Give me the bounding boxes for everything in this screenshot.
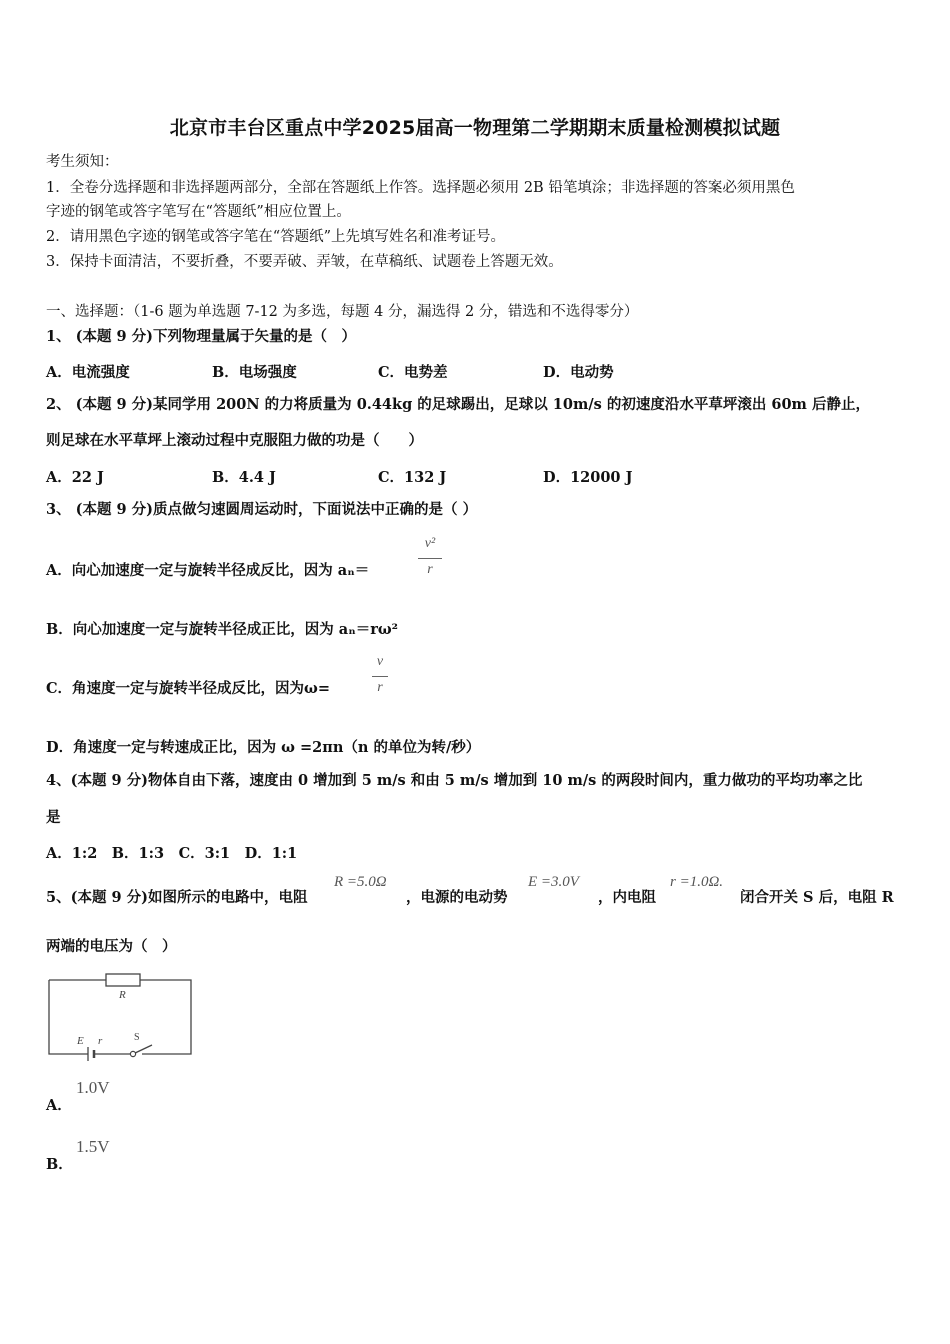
q1-option-b: B．电场强度 bbox=[212, 364, 297, 381]
circuit-wire-right bbox=[140, 980, 191, 1054]
circuit-label-e: E bbox=[77, 1035, 84, 1047]
q2-option-a: A．22 J bbox=[46, 469, 104, 486]
resistor-symbol bbox=[106, 974, 140, 986]
q5-option-a-label: A． bbox=[46, 1097, 72, 1114]
fraction-bar bbox=[372, 676, 388, 677]
q5-stem-b: ，电源的电动势 bbox=[406, 889, 508, 906]
q4-options: A．1:2 B．1:3 C．3:1 D．1:1 bbox=[46, 845, 298, 862]
q3-option-c: C．角速度一定与旋转半径成反比，因为ω= bbox=[46, 680, 330, 697]
q5-stem-d: 闭合开关 S 后，电阻 R bbox=[740, 889, 894, 906]
q3-option-b: B．向心加速度一定与旋转半径成正比，因为 aₙ＝rω² bbox=[46, 621, 399, 638]
q2-option-c: C．132 J bbox=[378, 469, 447, 486]
q4-stem-2: 是 bbox=[46, 809, 61, 826]
notice-item-1a: 1．全卷分选择题和非选择题两部分，全部在答题纸上作答。选择题必须用 2B 铅笔填涂；非选择题的答案必须用黑色 bbox=[46, 180, 795, 196]
notice-item-1b: 字迹的钢笔或答字笔写在“答题纸”相应位置上。 bbox=[46, 204, 351, 220]
circuit-label-internal-r: r bbox=[98, 1035, 103, 1047]
fraction-bar bbox=[418, 558, 442, 559]
notice-heading: 考生须知： bbox=[46, 154, 119, 170]
section-heading: 一、选择题：（1-6 题为单选题 7-12 为多选，每题 4 分，漏选得 2 分，错选和不选得零分） bbox=[46, 304, 639, 320]
q5-resistance-value: R =5.0Ω bbox=[334, 874, 387, 890]
q5-stem-2: 两端的电压为（ ） bbox=[46, 938, 177, 955]
q1-option-a: A．电流强度 bbox=[46, 364, 130, 381]
q2-option-d: D．12000 J bbox=[543, 469, 633, 486]
q4-stem: 4、(本题 9 分)物体自由下落，速度由 0 增加到 5 m/s 和由 5 m/s 增加到 10 m/s 的两段时间内，重力做功的平均功率之比 bbox=[46, 772, 863, 789]
q5-option-a-value: 1.0V bbox=[76, 1078, 110, 1097]
q5-stem-a: 5、(本题 9 分)如图所示的电路中，电阻 bbox=[46, 889, 308, 906]
q2-stem: 2、 (本题 9 分)某同学用 200N 的力将质量为 0.44kg 的足球踢出，足球以 10m/s 的初速度沿水平草坪滚出 60m 后静止， bbox=[46, 396, 870, 413]
q3-option-d: D．角速度一定与转速成正比，因为 ω =2πn（n 的单位为转/秒） bbox=[46, 739, 481, 756]
exam-title: 北京市丰台区重点中学2025届高一物理第二学期期末质量检测模拟试题 bbox=[169, 117, 781, 139]
q5-option-b-value: 1.5V bbox=[76, 1137, 110, 1156]
q1-stem: 1、 (本题 9 分)下列物理量属于矢量的是（ ） bbox=[46, 328, 357, 345]
q3-a-numerator: v² bbox=[424, 536, 436, 551]
q5-internal-resistance-value: r =1.0Ω. bbox=[670, 874, 724, 890]
q3-c-numerator: v bbox=[376, 654, 384, 669]
q3-stem: 3、 (本题 9 分)质点做匀速圆周运动时，下面说法中正确的是（ ） bbox=[46, 501, 478, 518]
q5-option-b-label: B． bbox=[46, 1156, 73, 1173]
switch-contact bbox=[130, 1051, 135, 1056]
circuit-diagram bbox=[44, 970, 196, 1062]
q1-option-c: C．电势差 bbox=[378, 364, 448, 381]
q5-stem-c: ，内电阻 bbox=[598, 889, 656, 906]
q1-option-d: D．电动势 bbox=[543, 364, 614, 381]
notice-item-2: 2．请用黑色字迹的钢笔或答字笔在“答题纸”上先填写姓名和准考证号。 bbox=[46, 229, 506, 245]
q2-stem-2: 则足球在水平草坪上滚动过程中克服阻力做的功是（ ） bbox=[46, 432, 423, 449]
q3-a-fraction bbox=[418, 536, 442, 582]
q5-emf-value: E =3.0V bbox=[528, 874, 579, 890]
notice-item-3: 3．保持卡面清洁，不要折叠，不要弄破、弄皱，在草稿纸、试题卷上答题无效。 bbox=[46, 254, 563, 270]
q3-option-a: A．向心加速度一定与旋转半径成反比，因为 aₙ＝ bbox=[46, 562, 370, 579]
q3-a-denominator: r bbox=[427, 562, 433, 577]
circuit-label-r: R bbox=[119, 989, 126, 1001]
q2-option-b: B．4.4 J bbox=[212, 469, 276, 486]
q3-c-fraction bbox=[372, 654, 388, 700]
circuit-label-s: S bbox=[134, 1032, 140, 1043]
q3-c-denominator: r bbox=[377, 680, 383, 695]
